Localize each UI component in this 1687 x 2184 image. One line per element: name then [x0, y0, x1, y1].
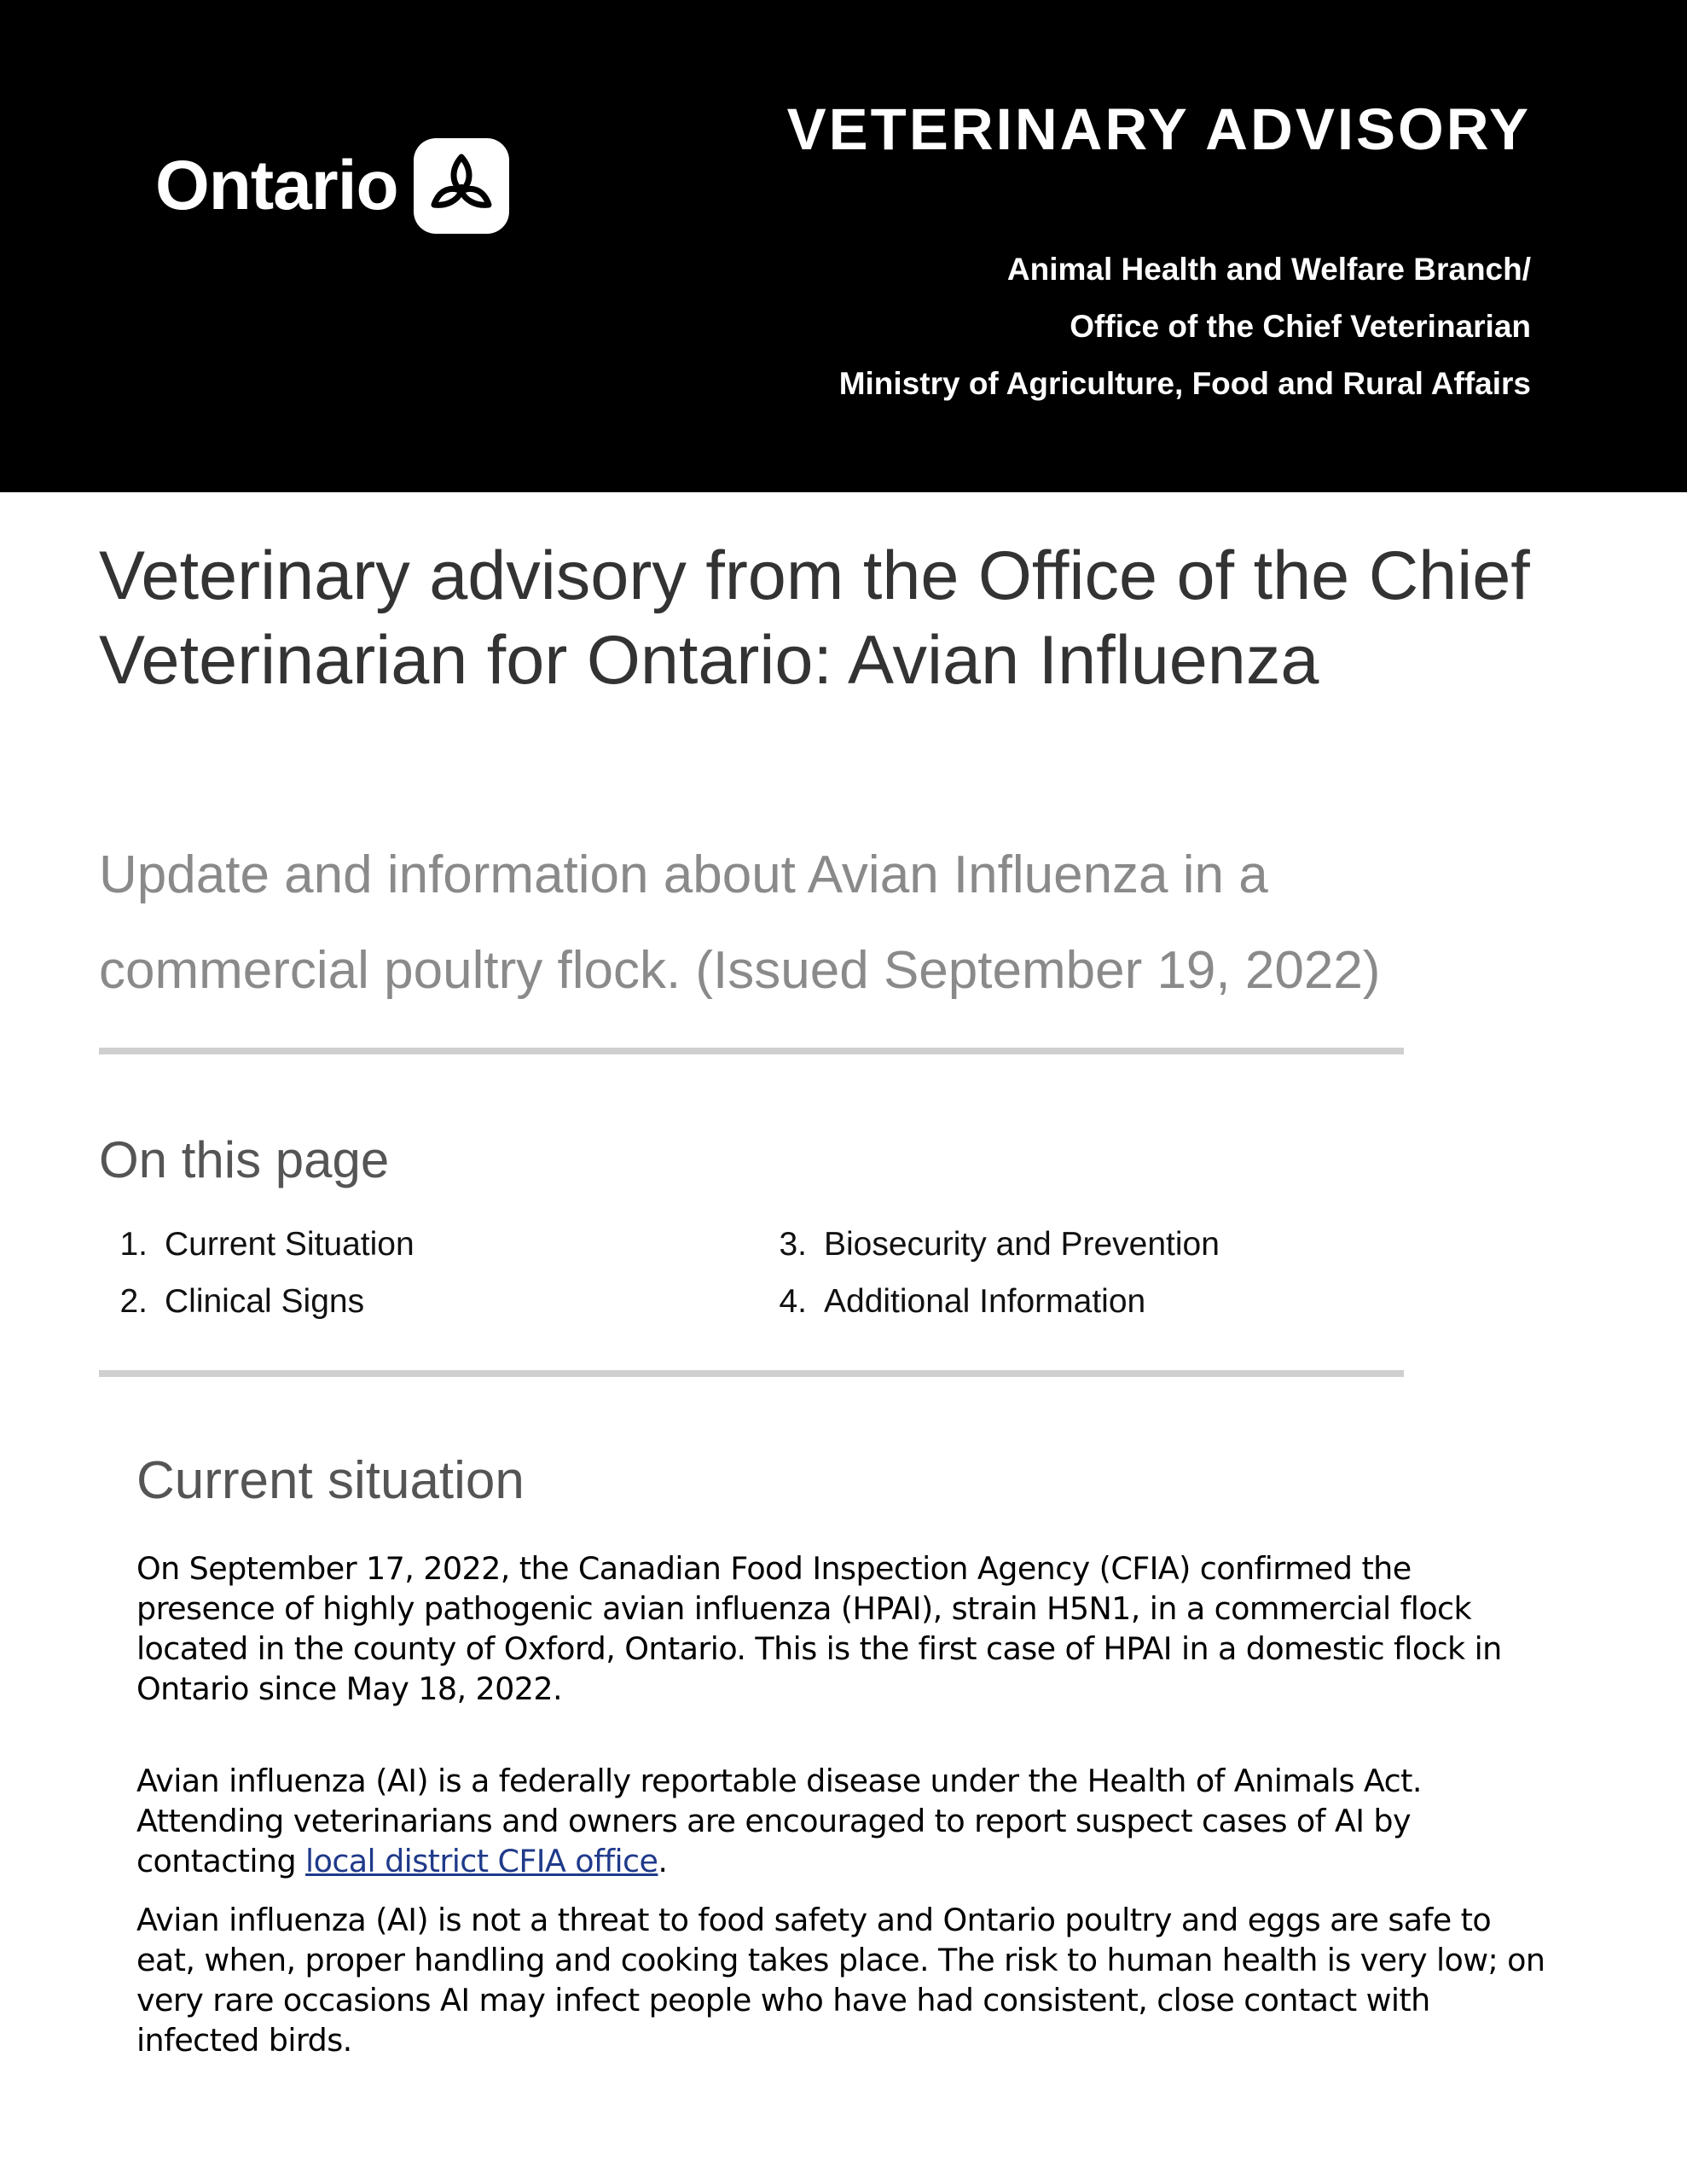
- toc-link-current-situation[interactable]: [95, 1226, 415, 1263]
- toc-number: 1.: [119, 1226, 148, 1263]
- toc-link-clinical-signs[interactable]: [95, 1283, 364, 1321]
- section-heading-current-situation: Current situation: [136, 1451, 525, 1510]
- paragraph: On September 17, 2022, the Canadian Food Inspection Agency (CFIA) confirmed the presence of highly pathogenic avian influenza (HPAI), strain H5N1, in a commercial flock located in the county of Oxford, Ontario. This is the first case of HPAI in a domestic flock in Ontario since May 18, 2022.: [136, 1550, 1502, 1707]
- toc-label: Additional Information: [824, 1283, 1146, 1320]
- cfia-office-link[interactable]: local district CFIA office: [305, 1843, 658, 1879]
- toc-number: 3.: [779, 1226, 807, 1263]
- page-title: Veterinary advisory from the Office of the Chief Veterinarian for Ontario: Avian Influenza: [99, 537, 1530, 699]
- paragraph-end: .: [658, 1843, 668, 1879]
- trillium-icon: [414, 138, 509, 234]
- branch-line: Animal Health and Welfare Branch/: [1006, 252, 1531, 287]
- toc-link-additional-info[interactable]: [754, 1283, 1145, 1321]
- advisory-title: VETERINARY ADVISORY: [786, 96, 1531, 162]
- header-banner: [0, 0, 1687, 492]
- paragraph: Avian influenza (AI) is not a threat to food safety and Ontario poultry and eggs are safe to eat, when, proper handling and cooking takes place. The risk to human health is very low; on very rare occasions AI may infect people who have had consistent, close contact with infected birds.: [136, 1902, 1545, 2059]
- ontario-logo[interactable]: [155, 136, 509, 235]
- branch-line: Office of the Chief Veterinarian: [1070, 309, 1531, 344]
- toc-number: 2.: [119, 1283, 148, 1320]
- paragraph-text: Avian influenza (AI) is a federally reportable disease under the Health of Animals Act. Attending veterinarians and owners are encouraged to report suspect cases of AI by contacting: [136, 1763, 1422, 1879]
- page-subtitle: Update and information about Avian Influenza in a commercial poultry flock. (Issued September 19, 2022): [99, 845, 1381, 1000]
- toc-label: Biosecurity and Prevention: [824, 1226, 1220, 1263]
- logo-wordmark: Ontario: [155, 146, 398, 224]
- paragraph: [136, 1761, 1552, 1881]
- toc-heading: On this page: [99, 1131, 390, 1188]
- divider: [99, 1370, 1404, 1377]
- toc-number: 4.: [779, 1283, 807, 1320]
- toc-label: Current Situation: [165, 1226, 415, 1263]
- toc-label: Clinical Signs: [165, 1283, 365, 1320]
- branch-block: [839, 241, 1531, 412]
- divider: [99, 1048, 1404, 1054]
- branch-line: Ministry of Agriculture, Food and Rural Affairs: [838, 366, 1531, 401]
- toc-link-biosecurity[interactable]: [754, 1226, 1220, 1263]
